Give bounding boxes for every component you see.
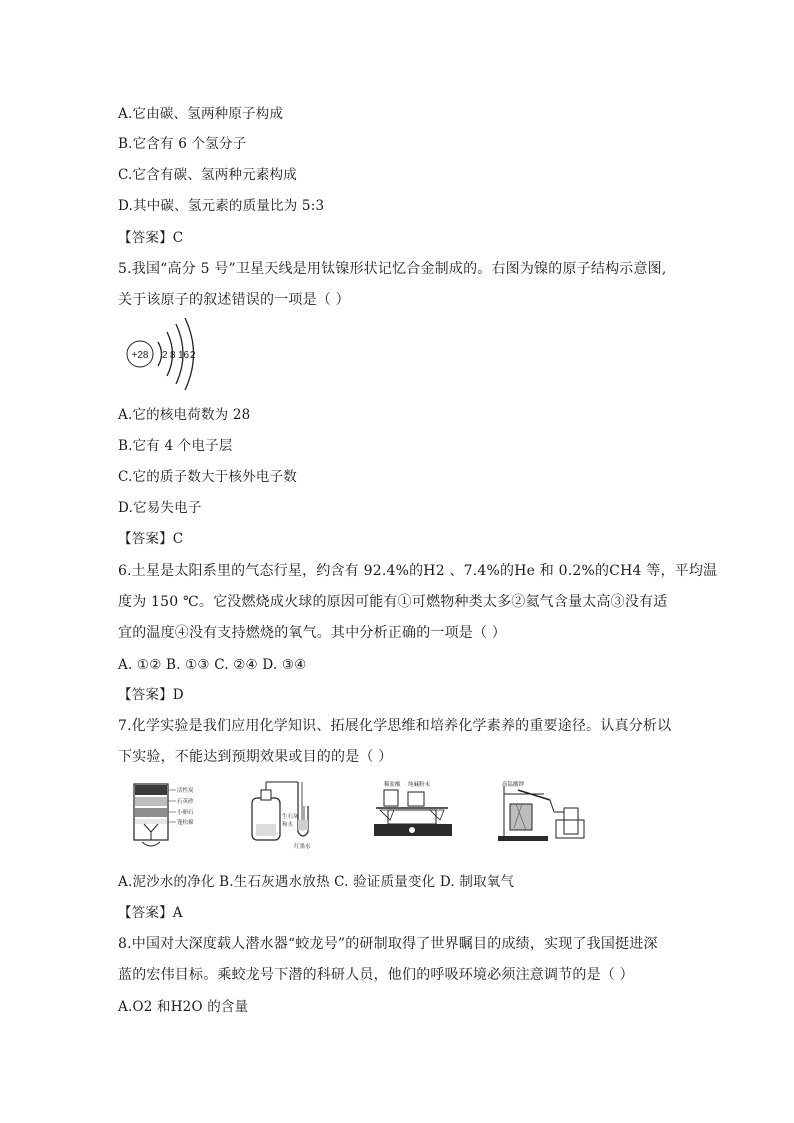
filter-label-4: 蓬松棉 — [177, 820, 194, 826]
balance-apparatus — [374, 780, 452, 836]
oxygen-apparatus — [498, 780, 584, 841]
shell-electrons-3: 16 — [178, 350, 190, 361]
filter-label-3: 小卵石 — [177, 810, 194, 816]
q6-options: A. ①② B. ①③ C. ②④ D. ③④ — [118, 657, 307, 673]
q7-options: A.泥沙水的净化 B.生石灰遇水放热 C. 验证质量变化 D. 制取氧气 — [118, 874, 515, 890]
nickel-atom-diagram — [118, 316, 208, 394]
q7-answer: 【答案】A — [118, 905, 183, 921]
q4-option-c: C.它含有碳、氢两种元素构成 — [118, 167, 297, 183]
nucleus-charge: +28 — [131, 350, 149, 361]
q5-option-a: A.它的核电荷数为 28 — [118, 407, 251, 423]
q5-option-d: D.它易失电子 — [118, 500, 202, 516]
lime-label-3: 红墨水 — [294, 844, 311, 850]
q7-stem-line-2: 下实验，不能达到预期效果或目的的是（ ） — [118, 749, 393, 765]
q6-answer: 【答案】D — [118, 687, 184, 703]
shell-electrons-4: 2 — [190, 350, 196, 361]
q6-stem-line-1: 6.土星是太阳系里的气态行星，约含有 92.4%的H2 、7.4%的He 和 0.2%的CH4 等，平均温 — [118, 563, 718, 579]
q5-answer: 【答案】C — [118, 531, 184, 547]
lime-label-2: 和水 — [282, 822, 294, 828]
q8-stem-line-2: 蓝的宏伟目标。乘蛟龙号下潜的科研人员，他们的呼吸环境必须注意调节的是（ ） — [118, 967, 634, 983]
q7-stem-line-1: 7.化学实验是我们应用化学知识、拓展化学思维和培养化学素养的重要途径。认真分析以 — [118, 718, 672, 734]
balance-label-2: 纯碱粉末 — [408, 782, 431, 788]
shell-arc — [158, 342, 162, 366]
oxygen-label-1: 高锰酸钾 — [502, 782, 525, 788]
filter-label-1: 活性炭 — [177, 788, 194, 794]
shell-electrons-2: 8 — [170, 350, 176, 361]
q6-stem-line-2: 度为 150 ℃。它没燃烧成火球的原因可能有①可燃物种类太多②氦气含量太高③没有适 — [118, 594, 668, 610]
quicklime-apparatus — [252, 782, 311, 850]
q4-option-d: D.其中碳、氢元素的质量比为 5:3 — [118, 198, 325, 214]
q4-option-b: B.它含有 6 个氢分子 — [118, 136, 247, 152]
q5-stem-line-1: 5.我国“高分 5 号”卫星天线是用钛镍形状记忆合金制成的。右图为镍的原子结构示意图, — [118, 261, 667, 277]
water-filter-apparatus — [134, 784, 194, 846]
q5-option-b: B.它有 4 个电子层 — [118, 438, 233, 454]
q5-stem-line-2: 关于该原子的叙述错误的一项是（ ） — [118, 292, 350, 308]
q8-option-a: A.O2 和H2O 的含量 — [118, 999, 249, 1015]
q4-option-a: A.它由碳、氢两种原子构成 — [118, 106, 284, 122]
lime-label-1: 生石灰 — [282, 814, 299, 820]
q6-stem-line-3: 宜的温度④没有支持燃烧的氧气。其中分析正确的一项是（ ） — [118, 625, 507, 641]
filter-label-2: 石英砂 — [177, 799, 194, 805]
q5-option-c: C.它的质子数大于核外电子数 — [118, 469, 297, 485]
experiment-figures — [118, 776, 598, 866]
balance-label-1: 稀盐酸 — [384, 782, 401, 788]
q4-answer: 【答案】C — [118, 230, 184, 246]
shell-electrons-1: 2 — [162, 350, 168, 361]
q8-stem-line-1: 8.中国对大深度载人潜水器“蛟龙号”的研制取得了世界瞩目的成绩，实现了我国挺进深 — [118, 936, 658, 952]
